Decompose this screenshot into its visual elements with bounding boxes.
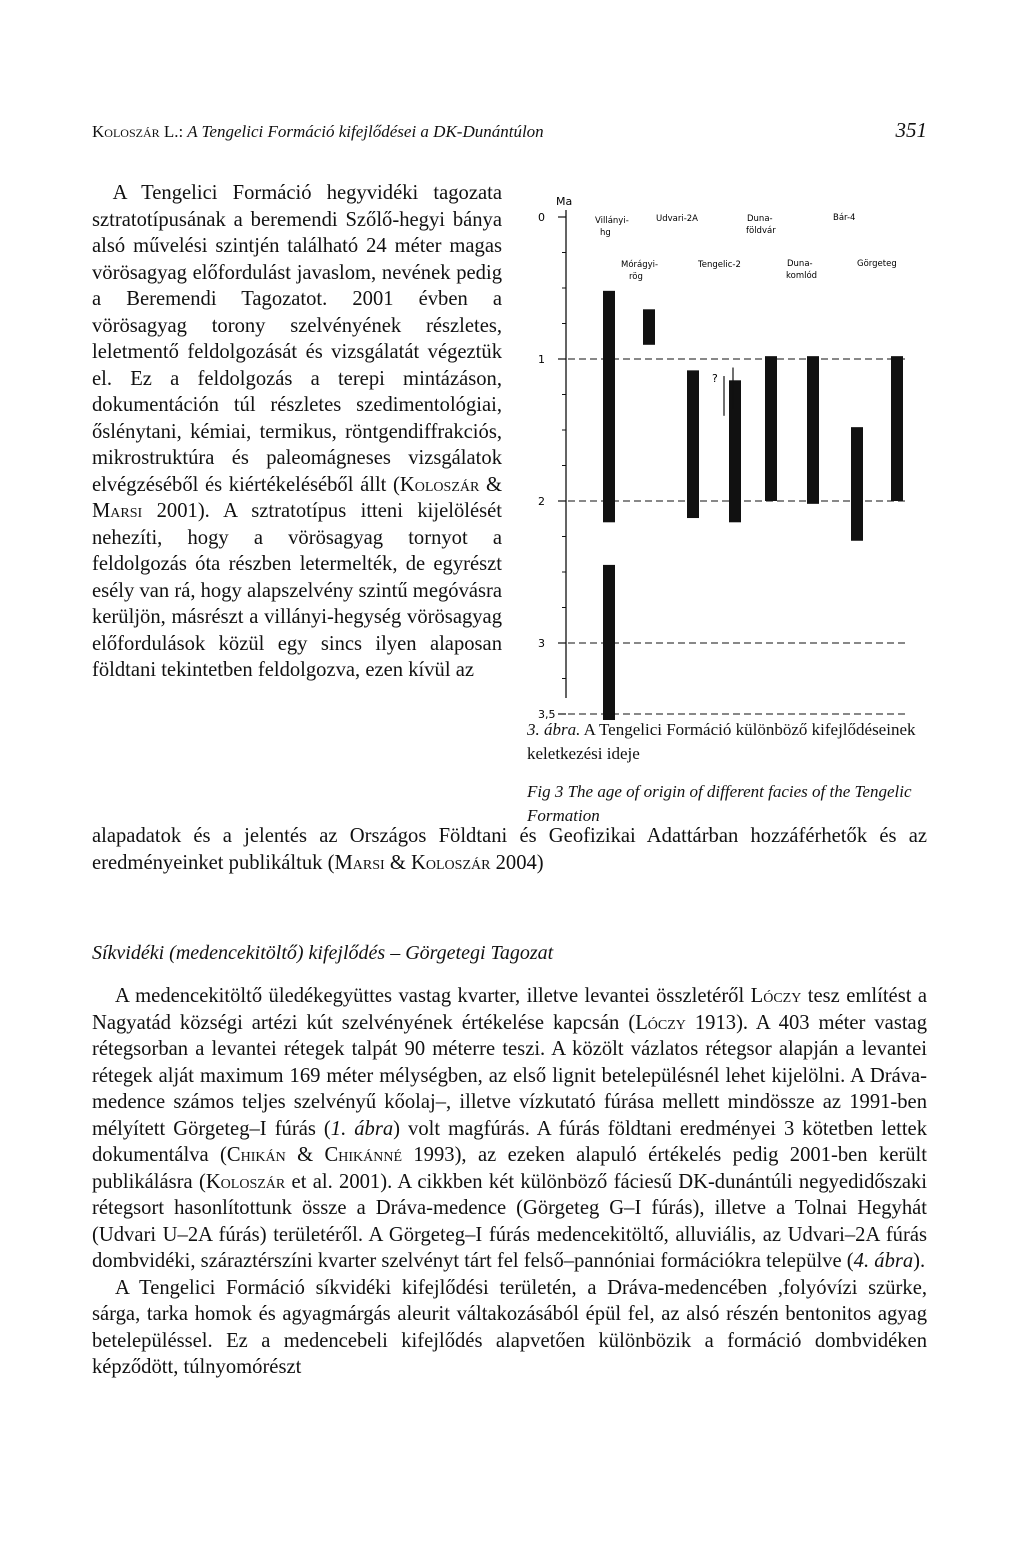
left-column-text bbox=[92, 180, 502, 684]
range-bar bbox=[603, 291, 615, 522]
citation-author: Marsi & Koloszár bbox=[334, 851, 491, 874]
citation-year: 2004) bbox=[490, 851, 544, 874]
label-villanyi-2: hg bbox=[600, 228, 611, 238]
paragraph-text: A medencekitöltő üledékegyüttes vastag kvarter, illetve levantei összletéről bbox=[115, 985, 751, 1007]
label-dunakomlod-2: komlód bbox=[786, 271, 818, 281]
caption-label: 3. ábra. bbox=[527, 720, 581, 739]
header-title: A Tengelici Formáció kifejlődései a DK-Dunántúlon bbox=[187, 122, 544, 141]
label-moragyi-2: rög bbox=[629, 272, 643, 282]
range-bar bbox=[765, 356, 777, 501]
range-bar bbox=[891, 356, 903, 501]
label-dunakomlod-1: Duna- bbox=[787, 259, 813, 269]
figure-reference: 4. ábra bbox=[853, 1250, 914, 1272]
paragraph bbox=[92, 1275, 927, 1381]
citation-author: Lóczy bbox=[635, 1011, 686, 1034]
tick-label: 2 bbox=[538, 495, 545, 508]
paragraph bbox=[92, 180, 502, 684]
tick-label: 3,5 bbox=[538, 708, 556, 720]
section-heading: Síkvidéki (medencekitöltő) kifejlődés – Görgetegi Tagozat bbox=[92, 942, 554, 964]
paragraph-text: ). bbox=[913, 1250, 926, 1272]
axis-label-ma: Ma bbox=[556, 195, 573, 208]
running-head-text bbox=[92, 122, 544, 142]
paragraph-text: 1913). A 403 méter vastag rétegsorban a levantei rétegek talpát 90 méterre teszi. A közölt vázlatos rétegsor alapján a levantei rétegek alját maximum 169 méter mélységben, az első lignit betelepülésnél lehet kijelölni. A Dráva-medence számos teljes szelvényű kőolaj–, illetve vízkutató fúrása mellett mindössze az 1991-ben mélyített Görgeteg–I fúrás ( bbox=[92, 1011, 927, 1140]
range-bar bbox=[687, 370, 699, 518]
tick-label: 3 bbox=[538, 637, 545, 650]
tick-label: 1 bbox=[538, 353, 545, 366]
label-villanyi-1: Villányi- bbox=[595, 216, 629, 226]
paragraph-text: tesz említést a Nagyatád községi artézi kút szelvényének értékelése kapcsán ( bbox=[92, 985, 927, 1034]
paragraph-text: A sztratotípus itteni kijelölését nehezíti, hogy a vörösagyag tornyot a feldolgozás óta részben letermelték, de egyrészt esély van rá, hogy alapszelvény szintű megóvásra kerüljön, másrészt a villányi-hegység vörösagyag előfordulások közül egy sincs ilyen alaposan földtani tekintetben feldolgozva, ezen kívül az bbox=[92, 500, 503, 681]
tick-label: 0 bbox=[538, 211, 545, 224]
caption-text-hu: A Tengelici Formáció különböző kifejlődéseinek keletkezési ideje bbox=[527, 720, 916, 763]
page-number: 351 bbox=[895, 118, 927, 142]
section-gorgeteg bbox=[92, 935, 927, 1381]
paragraph-text: alapadatok és a jelentés az Országos Földtani és Geofizikai Adattárban hozzáférhetők és az eredményeinket publikáltuk ( bbox=[92, 825, 927, 874]
paragraph-text: ) volt magfúrás. A fúrás földtani eredményei 3 kötetben lettek dokumentálva ( bbox=[92, 1117, 927, 1166]
range-bar bbox=[643, 309, 655, 345]
range-bar bbox=[807, 356, 819, 504]
label-gorgeteg: Görgeteg bbox=[857, 259, 897, 269]
paragraph-text: A Tengelici Formáció hegyvidéki tagozata sztratotípusának a beremendi Szőlő-hegyi bánya alsó művelési szintjén található 24 méter magas vörösagyag előfordulást javaslom, nevének pedig a Beremendi Tagozatot. 2001 évben a vörösagyag torony szelvényének részletes, leletmentő feldolgozását és vizsgálatát végeztük el. Ez a feldolgozás a terepi mintázáson, dokumentáción túl részletes szedimentológiai, őslénytani, kémiai, termikus, röntgendiffrakciós, mikrostruktúra és paleomágneses vizsgálatok elvégzéséből és kiértékeléséből állt ( bbox=[92, 182, 502, 496]
range-bar bbox=[729, 380, 741, 522]
major-ticks bbox=[538, 211, 566, 720]
range-bars bbox=[603, 291, 903, 720]
citation-author: Chikán & Chikánné bbox=[226, 1144, 403, 1166]
figure-caption-hu bbox=[527, 718, 927, 766]
label-tengelic: Tengelic-2 bbox=[698, 260, 741, 270]
running-head bbox=[92, 118, 927, 148]
paragraph bbox=[92, 983, 927, 1275]
citation-author: Koloszár & Marsi bbox=[92, 473, 502, 522]
header-author: Koloszár L.: bbox=[92, 122, 184, 141]
age-chart bbox=[515, 180, 930, 720]
paragraph-text: 1993), az ezeken alapuló értékelés pedig 2001-ben került publikálásra ( bbox=[92, 1144, 927, 1193]
paragraph bbox=[92, 823, 927, 876]
column-labels bbox=[595, 213, 897, 282]
figure-3 bbox=[515, 180, 930, 720]
label-bar4: Bár-4 bbox=[833, 213, 856, 223]
label-udvari: Udvari-2A bbox=[656, 214, 699, 224]
full-width-text bbox=[92, 823, 927, 876]
figure-caption-en: Fig 3 The age of origin of different facies of the Tengelic Formation bbox=[527, 782, 912, 825]
label-dunafoldvar-2: földvár bbox=[746, 226, 776, 236]
range-bar bbox=[603, 565, 615, 720]
citation-author: Koloszár bbox=[205, 1170, 286, 1193]
citation-author: Lóczy bbox=[750, 985, 802, 1007]
range-bar bbox=[851, 427, 863, 541]
chart-axis bbox=[556, 195, 572, 698]
label-dunafoldvar-1: Duna- bbox=[747, 214, 773, 224]
paragraph-text: A Tengelici Formáció síkvidéki kifejlődési területén, a Dráva-medencében ,folyóvízi szürke, sárga, tarka homok és agyagmárgás aleurit váltakozásából épül fel, az alsó részén bentonitos agyag betelepüléssel. Ez a medencebeli kifejlődés alapvetően különbözik a formáció dombvidéken képződött, túlnyomórészt bbox=[92, 1276, 927, 1378]
citation-year: 2001). bbox=[142, 500, 224, 522]
label-moragyi-1: Mórágyi- bbox=[621, 260, 659, 270]
figure-reference: 1. ábra bbox=[330, 1117, 394, 1140]
paragraph-text: et al. 2001). A cikkben két különböző fáciesű DK-dunántúli negyedidőszaki rétegsort hasonlítottunk össze a Dráva-medence (Görgeteg G–I fúrás), illetve a Tolnai Hegyhát (Udvari U–2A fúrás) területéről. A Görgeteg–I fúrás medencekitöltő, alluviális, az Udvari–2A fúrás dombvidéki, száraztérszíni kvarter szelvényt tárt fel felső–pannóniai formációkra települve ( bbox=[92, 1170, 927, 1272]
question-mark-annotation: ? bbox=[712, 372, 718, 385]
